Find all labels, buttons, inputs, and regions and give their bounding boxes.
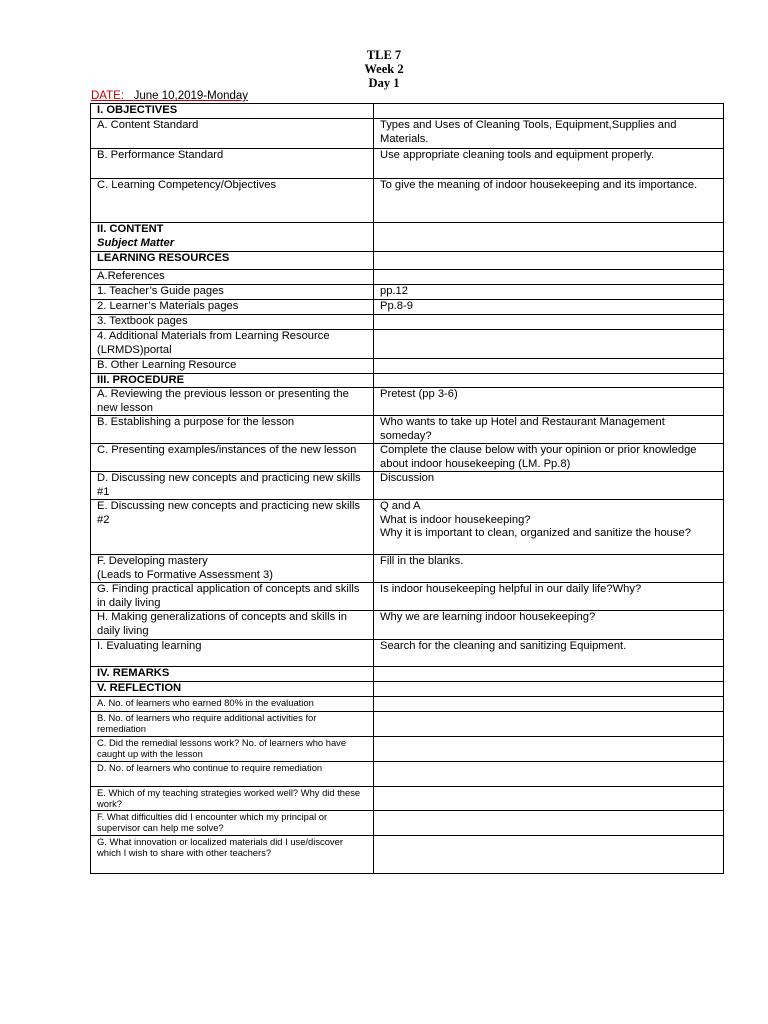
table-row (91, 835, 724, 873)
table-row (91, 315, 724, 330)
content-heading-cell (91, 223, 374, 252)
row-value: Discussion (374, 472, 724, 500)
row-value: Is indoor housekeeping helpful in our daily life?Why? (374, 583, 724, 611)
row-label: H. Making generalizations of concepts and skills in daily living (91, 611, 374, 640)
table-row (91, 682, 724, 697)
row-label: F. Developing mastery (97, 555, 208, 567)
row-label: (Leads to Formative Assessment 3) (97, 568, 273, 581)
row-label: A. Reviewing the previous lesson or presenting the new lesson (91, 388, 374, 416)
table-row (91, 444, 724, 472)
empty-cell (374, 696, 724, 711)
reflection-item: G. What innovation or localized materials did I use/discover which I wish to share with other teachers? (91, 835, 374, 873)
row-value: Pp.8-9 (374, 300, 724, 315)
empty-cell (374, 270, 724, 285)
reflection-item: E. Which of my teaching strategies worked well? Why did these work? (91, 786, 374, 810)
table-row (91, 179, 724, 223)
procedure-heading: III. PROCEDURE (91, 373, 374, 388)
empty-cell (374, 786, 724, 810)
row-value (374, 315, 724, 330)
row-label: A. Content Standard (91, 119, 374, 149)
header-week: Week 2 (364, 62, 404, 76)
table-row (91, 149, 724, 179)
row-label: I. Evaluating learning (91, 640, 374, 667)
row-label: C. Learning Competency/Objectives (91, 179, 374, 223)
reflection-item: D. No. of learners who continue to require remediation (91, 761, 374, 786)
row-label: B. Establishing a purpose for the lesson (91, 416, 374, 444)
table-row (91, 555, 724, 583)
header-day: Day 1 (368, 76, 400, 90)
row-value: Why it is important to clean, organized and sanitize the house? (380, 527, 691, 539)
row-value: What is indoor housekeeping? (380, 513, 531, 526)
objectives-heading: I. OBJECTIVES (91, 104, 374, 119)
table-row (91, 810, 724, 835)
row-value: Search for the cleaning and sanitizing Equipment. (374, 640, 724, 667)
reflection-item: A. No. of learners who earned 80% in the evaluation (91, 696, 374, 711)
row-value: Complete the clause below with your opinion or prior knowledge about indoor housekeeping (LM. Pp.8) (374, 444, 724, 472)
table-row (91, 786, 724, 810)
row-label: G. Finding practical application of concepts and skills in daily living (91, 583, 374, 611)
remarks-heading: IV. REMARKS (91, 667, 374, 682)
table-row (91, 270, 724, 285)
row-value: Q and A (380, 500, 421, 512)
references-label: A.References (91, 270, 374, 285)
reflection-item: C. Did the remedial lessons work? No. of learners who have caught up with the lesson (91, 736, 374, 761)
row-label-cell (91, 555, 374, 583)
row-value: Types and Uses of Cleaning Tools, Equipment,Supplies and Materials. (374, 119, 724, 149)
row-value: Pretest (pp 3-6) (374, 388, 724, 416)
empty-cell (374, 736, 724, 761)
row-value: Fill in the blanks. (374, 555, 724, 583)
row-value: To give the meaning of indoor housekeeping and its importance. (374, 179, 724, 223)
table-row (91, 388, 724, 416)
empty-cell (374, 252, 724, 270)
subject-matter: Subject Matter (97, 236, 175, 249)
empty-cell (374, 223, 724, 252)
learning-resources-heading: LEARNING RESOURCES (91, 252, 374, 270)
row-label: E. Discussing new concepts and practicing new skills #2 (91, 500, 374, 555)
table-row (91, 285, 724, 300)
table-row (91, 104, 724, 119)
header-subject: TLE 7 (366, 48, 402, 62)
date-value: June 10,2019-Monday (133, 90, 249, 102)
table-row (91, 736, 724, 761)
empty-cell (374, 761, 724, 786)
reflection-item: F. What difficulties did I encounter which my principal or supervisor can help me solve? (91, 810, 374, 835)
empty-cell (374, 682, 724, 697)
table-row (91, 472, 724, 500)
table-row (91, 611, 724, 640)
table-row (91, 300, 724, 315)
table-row (91, 761, 724, 786)
row-value: Why we are learning indoor housekeeping? (374, 611, 724, 640)
table-row (91, 252, 724, 270)
table-row (91, 119, 724, 149)
row-label: 2. Learner’s Materials pages (91, 300, 374, 315)
row-label: 3. Textbook pages (91, 315, 374, 330)
row-label: D. Discussing new concepts and practicing new skills #1 (91, 472, 374, 500)
table-row (91, 223, 724, 252)
row-value (374, 359, 724, 374)
row-label: B. Performance Standard (91, 149, 374, 179)
table-row (91, 583, 724, 611)
table-row (91, 500, 724, 555)
table-row (91, 359, 724, 374)
empty-cell (374, 711, 724, 736)
lesson-plan-table (90, 103, 724, 874)
row-label: B. Other Learning Resource (91, 359, 374, 374)
reflection-heading: V. REFLECTION (91, 682, 374, 697)
table-row (91, 416, 724, 444)
row-value-cell (374, 500, 724, 555)
table-row (91, 330, 724, 359)
table-row (91, 696, 724, 711)
row-label: 4. Additional Materials from Learning Resource (LRMDS)portal (91, 330, 374, 359)
row-label: 1. Teacher’s Guide pages (91, 285, 374, 300)
table-row (91, 667, 724, 682)
empty-cell (374, 667, 724, 682)
empty-cell (374, 373, 724, 388)
reflection-item: B. No. of learners who require additional activities for remediation (91, 711, 374, 736)
table-row (91, 711, 724, 736)
date-line (91, 89, 248, 103)
table-row (91, 640, 724, 667)
row-value: Who wants to take up Hotel and Restaurant Management someday? (374, 416, 724, 444)
row-value: Use appropriate cleaning tools and equipment properly. (374, 149, 724, 179)
row-label: C. Presenting examples/instances of the new lesson (91, 444, 374, 472)
row-value (374, 330, 724, 359)
date-label: DATE: (91, 90, 125, 102)
empty-cell (374, 810, 724, 835)
table-row (91, 373, 724, 388)
empty-cell (374, 104, 724, 119)
empty-cell (374, 835, 724, 873)
row-value: pp.12 (374, 285, 724, 300)
content-heading: II. CONTENT (97, 223, 164, 235)
